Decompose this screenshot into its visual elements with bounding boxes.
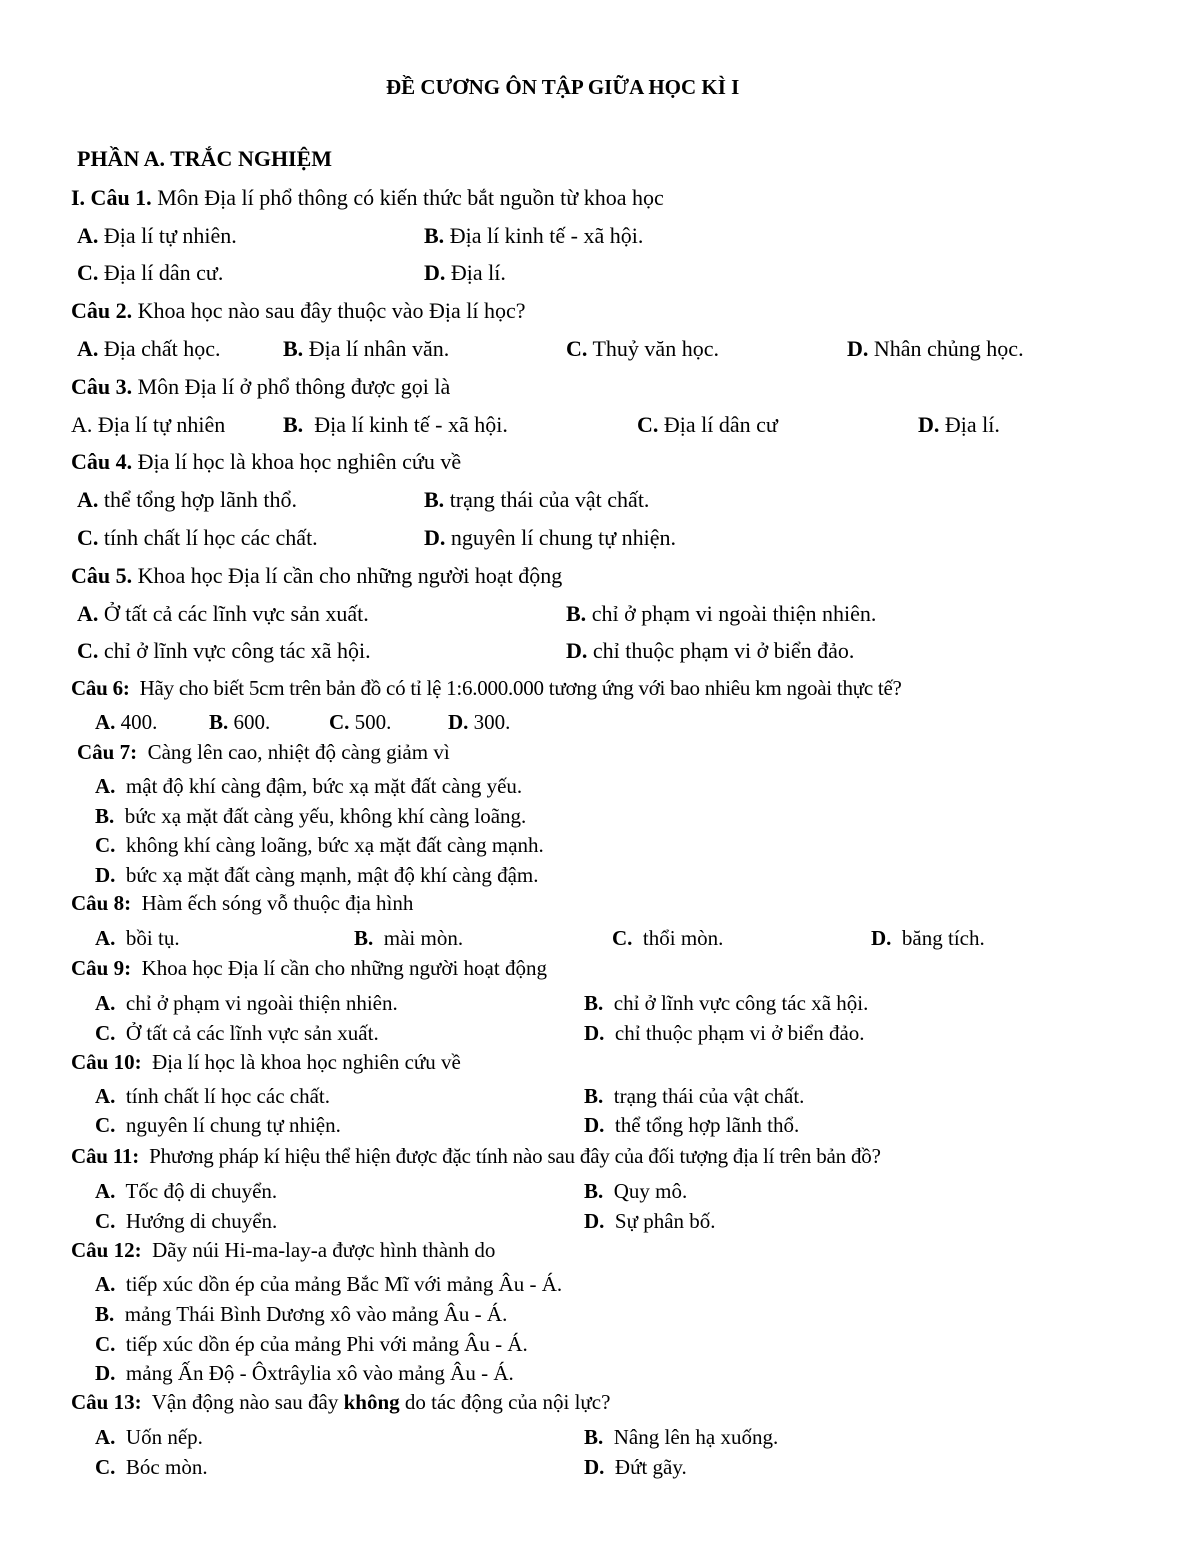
option-text: chỉ thuộc phạm vi ở biển đảo. — [587, 638, 855, 663]
question-text: Hàm ếch sóng vỗ thuộc địa hình — [131, 891, 414, 915]
q4-option-c[interactable] — [77, 527, 318, 549]
option-text: Địa lí. — [939, 412, 1000, 437]
option-letter: A. — [77, 487, 99, 512]
question-6 — [71, 678, 902, 699]
option-text: bức xạ mặt đất càng mạnh, mật độ khí càng đậm. — [115, 863, 539, 887]
option-text: Nâng lên hạ xuống. — [603, 1425, 779, 1449]
question-2 — [71, 300, 526, 322]
option-text: thể tổng hợp lãnh thổ. — [98, 487, 298, 512]
option-text: Địa lí tự nhiên — [92, 412, 226, 437]
q9-option-c[interactable] — [95, 1023, 379, 1044]
option-text: chỉ thuộc phạm vi ở biển đảo. — [604, 1021, 865, 1045]
option-letter: C. — [95, 1021, 116, 1045]
option-letter: A. — [95, 1084, 116, 1108]
question-number: Câu 11: — [71, 1144, 140, 1168]
q13-option-c[interactable] — [95, 1457, 208, 1478]
option-text: không khí càng loãng, bức xạ mặt đất càng mạnh. — [115, 833, 544, 857]
option-letter: C. — [77, 525, 99, 550]
q12-option-d[interactable] — [95, 1363, 514, 1384]
q3-option-a[interactable] — [71, 414, 225, 436]
q5-option-d[interactable] — [566, 640, 854, 662]
option-letter: D. — [566, 638, 588, 663]
option-text: Địa lí nhân văn. — [303, 336, 450, 361]
option-letter: B. — [584, 991, 604, 1015]
option-letter: C. — [95, 1455, 116, 1479]
option-letter: B. — [584, 1425, 604, 1449]
option-letter: B. — [95, 804, 115, 828]
q2-option-d[interactable] — [847, 338, 1024, 360]
option-text: chỉ ở phạm vi ngoài thiện nhiên. — [586, 601, 877, 626]
option-letter: B. — [209, 710, 229, 734]
option-letter: B. — [283, 336, 304, 361]
option-letter: A. — [95, 1272, 116, 1296]
question-number: I. Câu 1. — [71, 185, 152, 210]
option-text: Địa lí. — [445, 260, 506, 285]
option-letter: D. — [847, 336, 869, 361]
option-letter: C. — [77, 638, 99, 663]
option-text: Địa chất học. — [98, 336, 221, 361]
question-number: Câu 13: — [71, 1390, 142, 1414]
option-text: Địa lí kinh tế - xã hội. — [303, 412, 508, 437]
option-letter: A. — [95, 1425, 116, 1449]
option-text: Ở tất cả các lĩnh vực sản xuất. — [98, 601, 369, 626]
question-number: Câu 3. — [71, 374, 133, 399]
question-number: Câu 7: — [77, 740, 138, 764]
q11-option-d[interactable] — [584, 1211, 716, 1232]
question-text: Hãy cho biết 5cm trên bản đồ có tỉ lệ 1:6.000.000 tương ứng với bao nhiêu km ngoài thực tế? — [129, 676, 902, 700]
question-4 — [71, 451, 461, 473]
q12-option-a[interactable] — [95, 1274, 562, 1295]
option-letter: D. — [584, 1113, 605, 1137]
question-number: Câu 10: — [71, 1050, 142, 1074]
option-text: tiếp xúc dồn ép của mảng Phi với mảng Âu - Á. — [115, 1332, 528, 1356]
question-number: Câu 8: — [71, 891, 132, 915]
option-text: thổi mòn. — [632, 926, 724, 950]
q7-option-d[interactable] — [95, 865, 539, 886]
question-text: Vận động nào sau đây — [141, 1390, 344, 1414]
option-letter: B. — [566, 601, 587, 626]
option-letter: D. — [424, 525, 446, 550]
option-text: 300. — [468, 710, 511, 734]
question-7 — [77, 742, 450, 763]
question-number: Câu 5. — [71, 563, 133, 588]
option-letter: B. — [283, 412, 304, 437]
option-text: Địa lí dân cư. — [98, 260, 224, 285]
q7-option-c[interactable] — [95, 835, 544, 856]
question-text-end: do tác động của nội lực? — [399, 1390, 611, 1414]
question-text: Địa lí học là khoa học nghiên cứu về — [132, 449, 462, 474]
option-letter: C. — [612, 926, 633, 950]
option-text: Hướng di chuyển. — [115, 1209, 278, 1233]
question-number: Câu 2. — [71, 298, 133, 323]
question-8 — [71, 893, 413, 914]
option-text: tính chất lí học các chất. — [115, 1084, 330, 1108]
option-letter: D. — [584, 1021, 605, 1045]
q12-option-b[interactable] — [95, 1304, 507, 1325]
option-text: Thuỷ văn học. — [587, 336, 719, 361]
q8-option-a[interactable] — [95, 928, 180, 949]
question-10 — [71, 1052, 461, 1073]
q8-option-b[interactable] — [354, 928, 463, 949]
option-text: nguyên lí chung tự nhiện. — [115, 1113, 341, 1137]
option-text: thể tổng hợp lãnh thổ. — [604, 1113, 800, 1137]
q7-option-b[interactable] — [95, 806, 526, 827]
q12-option-c[interactable] — [95, 1334, 528, 1355]
option-letter: B. — [95, 1302, 115, 1326]
q9-option-d[interactable] — [584, 1023, 865, 1044]
option-text: chỉ ở phạm vi ngoài thiện nhiên. — [115, 991, 398, 1015]
option-text: Địa lí dân cư — [658, 412, 778, 437]
q10-option-a[interactable] — [95, 1086, 330, 1107]
q6-option-b[interactable] — [209, 712, 270, 733]
q4-option-d[interactable] — [424, 527, 676, 549]
option-text: chỉ ở lĩnh vực công tác xã hội. — [603, 991, 869, 1015]
option-letter: A. — [77, 336, 99, 361]
q10-option-b[interactable] — [584, 1086, 804, 1107]
q6-option-a[interactable] — [95, 712, 157, 733]
option-text: bức xạ mặt đất càng yếu, không khí càng loãng. — [114, 804, 527, 828]
question-number: Câu 9: — [71, 956, 132, 980]
question-number: Câu 4. — [71, 449, 133, 474]
section-heading: PHẦN A. TRẮC NGHIỆM — [77, 146, 333, 171]
q1-option-d[interactable] — [424, 262, 506, 284]
question-text: Khoa học nào sau đây thuộc vào Địa lí học? — [132, 298, 526, 323]
option-letter: C. — [566, 336, 588, 361]
option-text: Ở tất cả các lĩnh vực sản xuất. — [115, 1021, 379, 1045]
question-text: Địa lí học là khoa học nghiên cứu về — [141, 1050, 461, 1074]
question-text: Khoa học Địa lí cần cho những người hoạt động — [132, 563, 563, 588]
option-text: mảng Thái Bình Dương xô vào mảng Âu - Á. — [114, 1302, 508, 1326]
option-text: Bóc mòn. — [115, 1455, 208, 1479]
option-letter: D. — [584, 1455, 605, 1479]
option-text: mài mòn. — [373, 926, 464, 950]
question-text: Dãy núi Hi-ma-lay-a được hình thành do — [141, 1238, 496, 1262]
option-text: Tốc độ di chuyển. — [115, 1179, 278, 1203]
question-1 — [71, 187, 664, 209]
option-text: mảng Ấn Độ - Ôxtrâylia xô vào mảng Âu - Á. — [115, 1361, 514, 1385]
q13-option-b[interactable] — [584, 1427, 778, 1448]
q2-option-b[interactable] — [283, 338, 449, 360]
option-letter: A. — [95, 926, 116, 950]
option-letter: B. — [354, 926, 374, 950]
q13-option-d[interactable] — [584, 1457, 687, 1478]
option-letter: C. — [95, 833, 116, 857]
option-text: Sự phân bố. — [604, 1209, 716, 1233]
q2-option-a[interactable] — [77, 338, 221, 360]
option-letter: C. — [95, 1209, 116, 1233]
q3-option-c[interactable] — [637, 414, 778, 436]
option-text: 600. — [228, 710, 271, 734]
q2-option-c[interactable] — [566, 338, 719, 360]
q1-option-c[interactable] — [77, 262, 223, 284]
option-letter: C. — [329, 710, 350, 734]
option-letter: A. — [77, 223, 99, 248]
q4-option-b[interactable] — [424, 489, 649, 511]
option-text: tính chất lí học các chất. — [98, 525, 318, 550]
question-3 — [71, 376, 450, 398]
option-letter: D. — [95, 1361, 116, 1385]
option-text: 400. — [115, 710, 158, 734]
question-12 — [71, 1240, 495, 1261]
option-letter: A. — [95, 710, 116, 734]
option-letter: D. — [871, 926, 892, 950]
q11-option-c[interactable] — [95, 1211, 277, 1232]
option-text: Quy mô. — [603, 1179, 688, 1203]
question-5 — [71, 565, 562, 587]
question-emphasis: không — [343, 1390, 400, 1414]
option-letter: D. — [918, 412, 940, 437]
question-text: Môn Địa lí ở phổ thông được gọi là — [132, 374, 451, 399]
question-text: Càng lên cao, nhiệt độ càng giảm vì — [137, 740, 450, 764]
q5-option-a[interactable] — [77, 603, 369, 625]
option-letter: B. — [584, 1179, 604, 1203]
option-text: băng tích. — [891, 926, 985, 950]
question-9 — [71, 958, 547, 979]
option-text: tiếp xúc dồn ép của mảng Bắc Mĩ với mảng Âu - Á. — [115, 1272, 563, 1296]
option-letter: A. — [95, 991, 116, 1015]
q3-option-b[interactable] — [283, 414, 508, 436]
option-text: trạng thái của vật chất. — [603, 1084, 805, 1108]
question-text: Khoa học Địa lí cần cho những người hoạt động — [131, 956, 547, 980]
q7-option-a[interactable] — [95, 776, 522, 797]
question-text: Phương pháp kí hiệu thể hiện được đặc tính nào sau đây của đối tượng địa lí trên bản đồ? — [139, 1144, 881, 1168]
q8-option-c[interactable] — [612, 928, 723, 949]
option-letter: A. — [95, 774, 116, 798]
q9-option-b[interactable] — [584, 993, 868, 1014]
option-text: chỉ ở lĩnh vực công tác xã hội. — [98, 638, 371, 663]
q11-option-b[interactable] — [584, 1181, 687, 1202]
option-letter: D. — [95, 863, 116, 887]
option-letter: D. — [424, 260, 446, 285]
q13-option-a[interactable] — [95, 1427, 203, 1448]
option-text: 500. — [349, 710, 392, 734]
document-title: ĐỀ CƯƠNG ÔN TẬP GIỮA HỌC KÌ I — [386, 75, 740, 99]
option-text: Địa lí tự nhiên. — [98, 223, 237, 248]
option-text: Nhân chủng học. — [868, 336, 1024, 361]
question-13 — [71, 1392, 610, 1413]
q1-option-b[interactable] — [424, 225, 643, 247]
option-text: bồi tụ. — [115, 926, 180, 950]
option-letter: B. — [424, 487, 445, 512]
option-letter: C. — [95, 1332, 116, 1356]
q9-option-a[interactable] — [95, 993, 398, 1014]
q10-option-d[interactable] — [584, 1115, 799, 1136]
question-number: Câu 12: — [71, 1238, 142, 1262]
q8-option-d[interactable] — [871, 928, 985, 949]
option-text: Địa lí kinh tế - xã hội. — [444, 223, 644, 248]
option-letter: A. — [77, 601, 99, 626]
option-letter: C. — [77, 260, 99, 285]
option-letter: D. — [448, 710, 469, 734]
option-text: trạng thái của vật chất. — [444, 487, 650, 512]
option-text: Đứt gãy. — [604, 1455, 687, 1479]
q10-option-c[interactable] — [95, 1115, 341, 1136]
option-text: mật độ khí càng đậm, bức xạ mặt đất càng yếu. — [115, 774, 523, 798]
question-11 — [71, 1146, 881, 1167]
option-letter: A. — [71, 412, 93, 437]
q1-option-a[interactable] — [77, 225, 237, 247]
option-text: nguyên lí chung tự nhiện. — [445, 525, 677, 550]
option-letter: D. — [584, 1209, 605, 1233]
option-text: Uốn nếp. — [115, 1425, 203, 1449]
q6-option-d[interactable] — [448, 712, 510, 733]
q6-option-c[interactable] — [329, 712, 391, 733]
question-number: Câu 6: — [71, 676, 130, 700]
q5-option-c[interactable] — [77, 640, 371, 662]
option-letter: B. — [584, 1084, 604, 1108]
q4-option-a[interactable] — [77, 489, 297, 511]
option-letter: B. — [424, 223, 445, 248]
option-letter: C. — [95, 1113, 116, 1137]
q5-option-b[interactable] — [566, 603, 876, 625]
question-text: Môn Địa lí phổ thông có kiến thức bắt nguồn từ khoa học — [151, 185, 664, 210]
option-letter: C. — [637, 412, 659, 437]
option-letter: A. — [95, 1179, 116, 1203]
q11-option-a[interactable] — [95, 1181, 277, 1202]
q3-option-d[interactable] — [918, 414, 1000, 436]
